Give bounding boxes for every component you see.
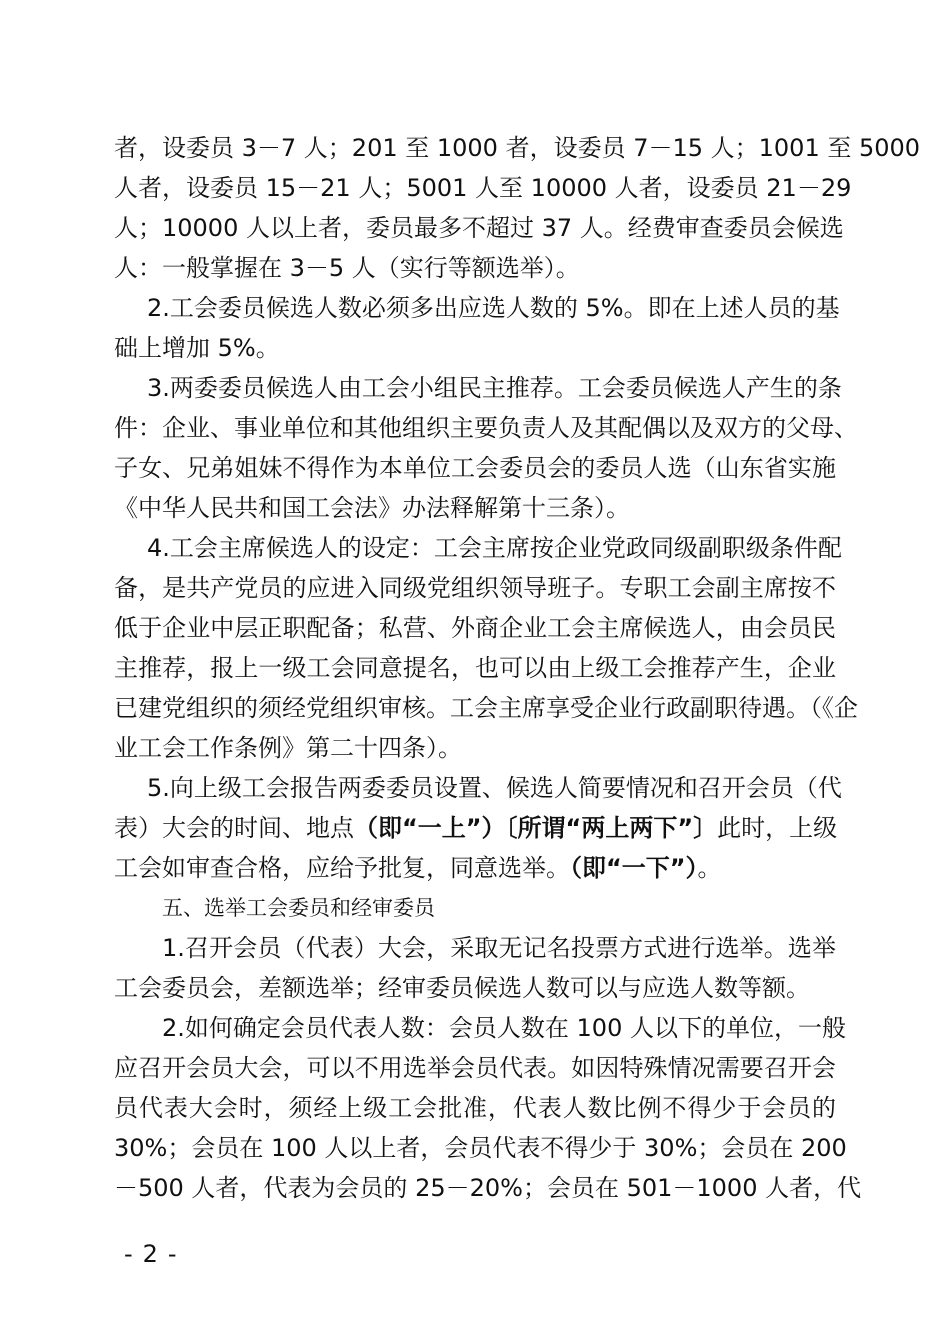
text-line: 件：企业、事业单位和其他组织主要负责人及其配偶以及双方的父母、 [114, 414, 858, 442]
text-line: 1.召开会员（代表）大会，采取无记名投票方式进行选举。选举 [162, 934, 836, 962]
text-segment: 此时，上级 [717, 814, 838, 842]
text-line: 工会委员会，差额选举；经审委员候选人数可以与应选人数等额。 [114, 974, 810, 1002]
text-line: 应召开会员大会，可以不用选举会员代表。如因特殊情况需要召开会 [114, 1054, 836, 1082]
text-segment: 工会如审查合格，应给予批复，同意选举。 [114, 854, 570, 882]
text-line: 主推荐，报上一级工会同意提名，也可以由上级工会推荐产生，企业 [114, 654, 836, 682]
text-line: 业工会工作条例》第二十四条）。 [114, 734, 462, 762]
text-segment: 表）大会的时间、地点 [114, 814, 354, 842]
text-line: 础上增加 5%。 [114, 334, 280, 362]
bold-text-segment: （即“一下”） [570, 854, 698, 882]
text-line: 4.工会主席候选人的设定：工会主席按企业党政同级副职级条件配 [147, 534, 842, 562]
text-line: 子女、兄弟姐妹不得作为本单位工会委员会的委员人选（山东省实施 [114, 454, 836, 482]
text-line: 人；10000 人以上者，委员最多不超过 37 人。经费审查委员会候选 [114, 214, 844, 242]
text-line: 《中华人民共和国工会法》办法释解第十三条）。 [114, 494, 630, 522]
text-line: 30%；会员在 100 人以上者，会员代表不得少于 30%；会员在 200 [114, 1134, 847, 1162]
body-text [114, 128, 921, 1208]
text-line: 员代表大会时，须经上级工会批准，代表人数比例不得少于会员的 [114, 1094, 836, 1122]
text-line: 者，设委员 3－7 人；201 至 1000 者，设委员 7－15 人；1001 至 5000 [114, 134, 921, 162]
text-line [114, 848, 836, 888]
text-line: 人：一般掌握在 3－5 人（实行等额选举）。 [114, 254, 580, 282]
text-line: －500 人者，代表为会员的 25－20%；会员在 501－1000 人者，代 [114, 1174, 862, 1202]
text-line: 2.工会委员候选人数必须多出应选人数的 5%。即在上述人员的基 [147, 294, 840, 322]
section-heading: 五、选举工会委员和经审委员 [162, 896, 435, 920]
bold-text-segment: （即“一上”）〔所谓“两上两下”〕 [354, 814, 718, 842]
text-line: 3.两委委员候选人由工会小组民主推荐。工会委员候选人产生的条 [147, 374, 842, 402]
text-line: 已建党组织的须经党组织审核。工会主席享受企业行政副职待遇。（《企 [114, 694, 858, 722]
page-number: -2- [124, 1240, 187, 1268]
text-line [114, 808, 836, 848]
text-line: 备，是共产党员的应进入同级党组织领导班子。专职工会副主席按不 [114, 574, 836, 602]
text-line: 5.向上级工会报告两委委员设置、候选人简要情况和召开会员（代 [147, 774, 842, 802]
text-segment: 。 [697, 854, 722, 882]
text-line: 2.如何确定会员代表人数：会员人数在 100 人以下的单位，一般 [162, 1014, 846, 1042]
text-line: 人者，设委员 15－21 人；5001 人至 10000 人者，设委员 21－29 [114, 174, 852, 202]
text-line: 低于企业中层正职配备；私营、外商企业工会主席候选人，由会员民 [114, 614, 836, 642]
